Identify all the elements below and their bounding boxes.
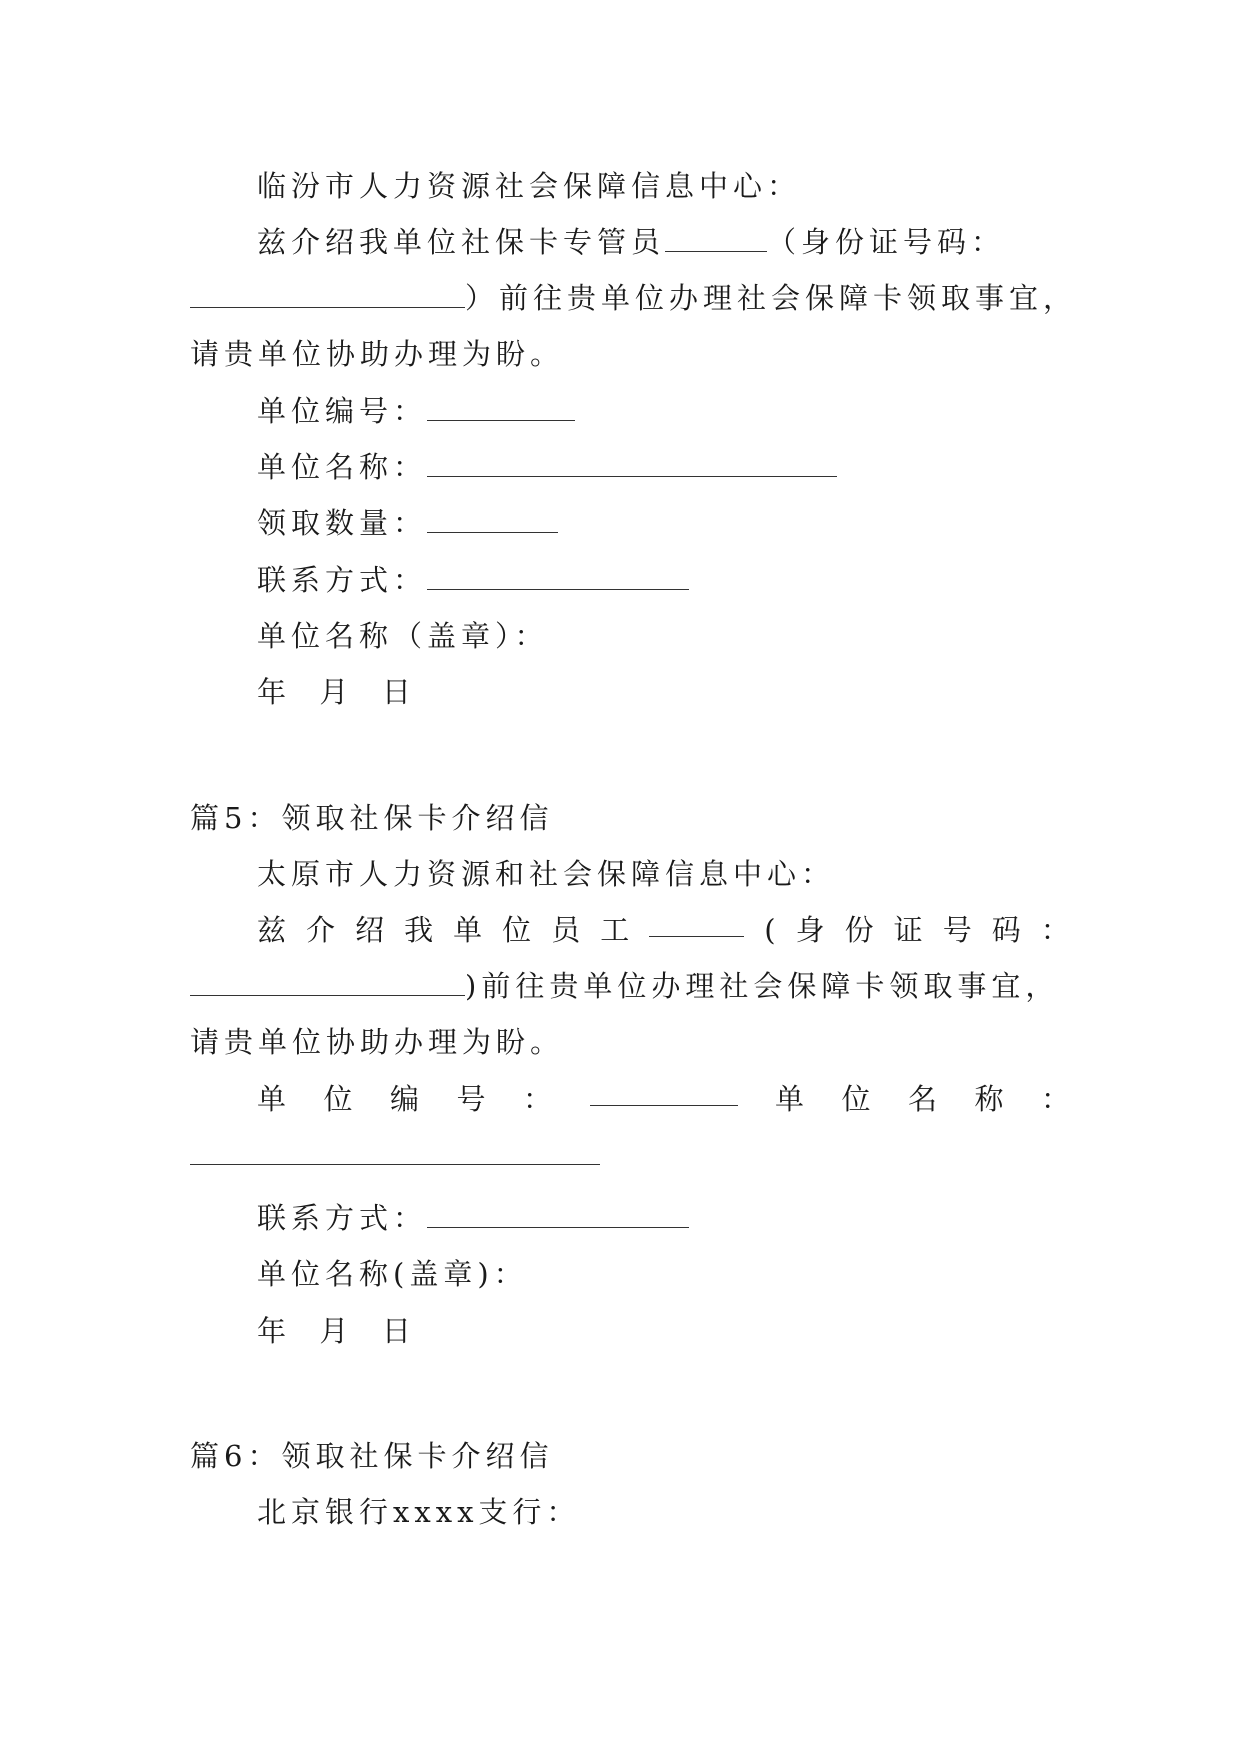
s5-unit-name-label-char: 位 [841, 1082, 871, 1116]
s5-body-line-2-text: )前往贵单位办理社会保障卡领取事宜， [465, 969, 1060, 1003]
s4-unit-number-blank [427, 394, 575, 421]
s6-addressee: 北京银行xxxx支行： [257, 1495, 581, 1529]
s5-body-line-1-char: 兹 [257, 913, 287, 947]
s4-body-line-2 [190, 278, 1078, 318]
s4-name-blank [665, 225, 767, 252]
s4-contact-blank [427, 563, 689, 590]
s5-contact-label: 联系方式： [257, 1201, 428, 1235]
s5-body-line-1-char: 介 [306, 913, 336, 947]
s5-unit-name-label-char: ： [1040, 1082, 1070, 1116]
s5-body-line-1-char: ： [1040, 913, 1070, 947]
s5-body-line-3: 请贵单位协助办理为盼。 [190, 1025, 565, 1059]
s5-date: 年 月 日 [257, 1314, 416, 1348]
s5-heading: 篇5：领取社保卡介绍信 [190, 801, 554, 835]
s5-body-line-1-char: 位 [502, 913, 532, 947]
s4-seal-label: 单位名称（盖章）： [257, 619, 549, 653]
s5-unit-name-label-char: 称 [974, 1082, 1004, 1116]
s4-body-line-3: 请贵单位协助办理为盼。 [190, 337, 565, 371]
s5-unit-number-label-char: ： [523, 1082, 553, 1116]
s5-contact-blank [427, 1201, 689, 1228]
s5-body-line-1-char: 份 [844, 913, 874, 947]
s5-contact-row [257, 1198, 1070, 1238]
s5-unit-number-label-char: 位 [323, 1082, 353, 1116]
s4-addressee: 临汾市人力资源社会保障信息中心： [257, 169, 802, 203]
s5-unit-number-blank [590, 1079, 738, 1106]
s5-body-line-1-char: 身 [795, 913, 825, 947]
s5-unit-name-blank [190, 1138, 600, 1165]
s4-quantity-row [257, 503, 1070, 543]
s5-unit-number-label-char: 单 [257, 1082, 287, 1116]
s5-unit-number-label-char: 号 [456, 1082, 486, 1116]
s4-contact-label: 联系方式： [257, 563, 428, 597]
s5-body-line-1-char: 码 [991, 913, 1021, 947]
s5-unit-row [257, 1079, 1070, 1119]
s5-body-line-1-char: 工 [600, 913, 630, 947]
s4-body-line-1 [257, 222, 1070, 262]
s5-body-line-2 [190, 966, 1070, 1006]
s5-body-line-1-char: 号 [942, 913, 972, 947]
s5-unit-name-label-char: 单 [774, 1082, 804, 1116]
s5-body-line-1 [257, 910, 1070, 950]
s5-name-blank [649, 910, 744, 937]
s4-date: 年 月 日 [257, 675, 416, 709]
s4-quantity-label: 领取数量： [257, 506, 428, 540]
s5-body-line-1-char: 绍 [355, 913, 385, 947]
s4-unit-name-blank [427, 450, 837, 477]
s4-body-line-1-text: 兹介绍我单位社保卡专管员 [257, 225, 666, 259]
s4-body-line-2-text: ）前往贵单位办理社会保障卡领取事宜， [465, 281, 1078, 315]
s5-unit-name-label-char: 名 [907, 1082, 937, 1116]
s4-unit-number-label: 单位编号： [257, 394, 428, 428]
s4-body-line-1-tail: （身份证号码： [767, 225, 1006, 259]
s5-id-blank [190, 969, 465, 996]
s5-body-line-1-char: 员 [551, 913, 581, 947]
s4-unit-name-row [257, 447, 1070, 487]
s5-body-line-1-char: 证 [893, 913, 923, 947]
s5-body-line-1-char: 单 [453, 913, 483, 947]
s5-unit-number-label-char: 编 [390, 1082, 420, 1116]
s6-heading: 篇6：领取社保卡介绍信 [190, 1439, 554, 1473]
s5-seal-label: 单位名称(盖章)： [257, 1257, 528, 1291]
s4-id-blank [190, 281, 465, 308]
s5-body-line-1-char: ( [764, 913, 776, 947]
s4-quantity-blank [427, 506, 558, 533]
s5-addressee: 太原市人力资源和社会保障信息中心： [257, 857, 836, 891]
s5-body-line-1-char: 我 [404, 913, 434, 947]
s4-unit-name-label: 单位名称： [257, 450, 428, 484]
s4-contact-row [257, 560, 1070, 600]
s4-unit-number-row [257, 391, 1070, 431]
s5-unit-name-blank-row [190, 1135, 1070, 1175]
